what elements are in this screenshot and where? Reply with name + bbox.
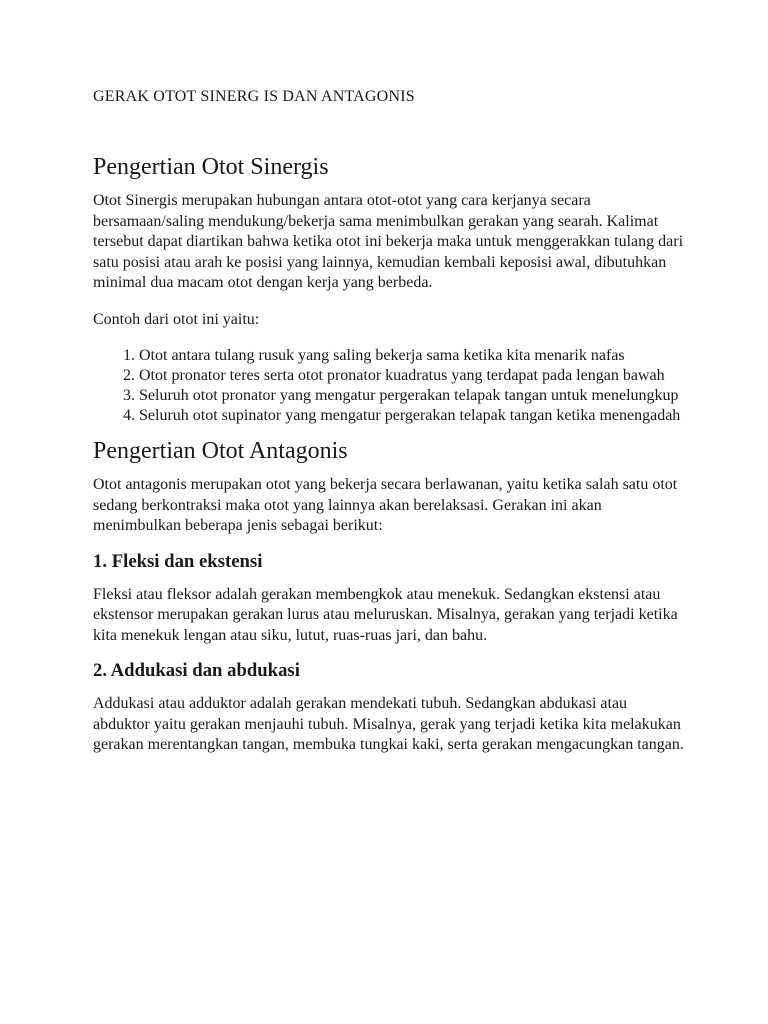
subheading-fleksi: 1. Fleksi dan ekstensi	[93, 550, 263, 572]
paragraph-fleksi: Fleksi atau fleksor adalah gerakan membengkok atau menekuk. Sedangkan ekstensi atau ekstensor merupakan gerakan lurus atau meluruskan. Misalnya, gerakan yang terjadi ketika kita menekuk lengan atau siku, lutut, ruas-ruas jari, dan bahu.	[93, 585, 678, 644]
paragraph-sinergis: Otot Sinergis merupakan hubungan antara otot-otot yang cara kerjanya secara bersamaan/saling mendukung/bekerja sama menimbulkan gerakan yang searah. Kalimat tersebut dapat diartikan bahwa ketika otot ini bekerja maka untuk menggerakkan tulang dari satu posisi atau arah ke posisi yang lainnya, kemudian kembali keposisi awal, dibutuhkan minimal dua macam otot dengan kerja yang berbeda.	[93, 192, 684, 291]
subheading-addukasi: 2. Addukasi dan abdukasi	[93, 660, 300, 681]
list-item: 3. Seluruh otot pronator yang mengatur pergerakan telapak tangan untuk menelungkup	[139, 386, 685, 406]
example-intro: Contoh dari otot ini yaitu:	[93, 310, 260, 328]
document-page	[93, 85, 685, 756]
examples-list	[93, 346, 685, 426]
list-item: 1. Otot antara tulang rusuk yang saling bekerja sama ketika kita menarik nafas	[139, 346, 685, 366]
section-heading-sinergis: Pengertian Otot Sinergis	[93, 154, 329, 180]
list-item: 2. Otot pronator teres serta otot pronator kuadratus yang terdapat pada lengan bawah	[139, 366, 685, 386]
list-item: 4. Seluruh otot supinator yang mengatur pergerakan telapak tangan ketika menengadah	[139, 406, 685, 426]
paragraph-addukasi: Addukasi atau adduktor adalah gerakan mendekati tubuh. Sedangkan abdukasi atau abduktor yaitu gerakan menjauhi tubuh. Misalnya, gerak yang terjadi ketika kita melakukan gerakan merentangkan tangan, membuka tungkai kaki, serta gerakan mengacungkan tangan.	[93, 695, 684, 753]
section-heading-antagonis: Pengertian Otot Antagonis	[93, 438, 348, 464]
document-title: GERAK OTOT SINERG IS DAN ANTAGONIS	[93, 88, 415, 105]
paragraph-antagonis: Otot antagonis merupakan otot yang bekerja secara berlawanan, yaitu ketika salah satu otot sedang berkontraksi maka otot yang lainnya akan berelaksasi. Gerakan ini akan menimbulkan beberapa jenis sebagai berikut:	[93, 476, 678, 534]
